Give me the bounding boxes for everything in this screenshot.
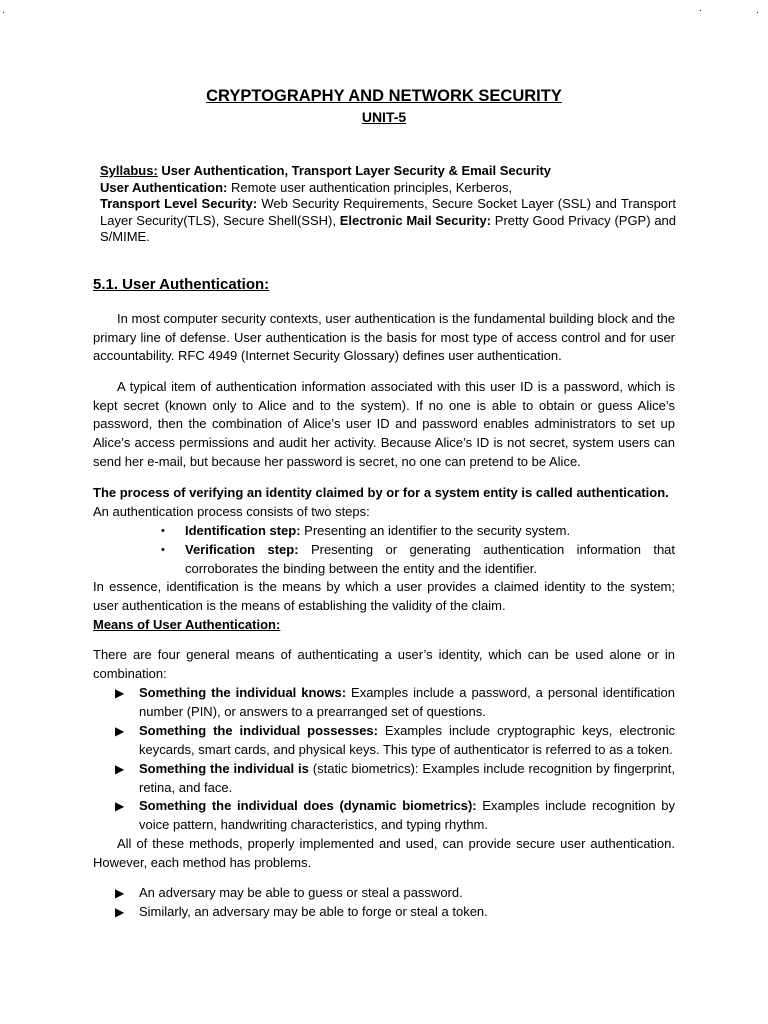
methods-paragraph: All of these methods, properly implemented and used, can provide secure user authentication. However, each method has problems. (93, 836, 675, 870)
step-label: Verification step: (185, 542, 299, 557)
problem-text: An adversary may be able to guess or steal a password. (139, 885, 463, 900)
steps-intro: An authentication process consists of two steps: (93, 504, 370, 519)
corner-dot-far-right: . (756, 5, 759, 16)
arrow-bullet-icon: ▶ (115, 762, 125, 776)
means-text: Examples include recognition by voice pattern, handwriting characteristics, and typing rhythm. (139, 798, 675, 832)
means-heading-text: Means of User Authentication: (93, 617, 281, 632)
arrow-bullet-icon: ▶ (115, 886, 125, 900)
syllabus-block (100, 163, 676, 246)
unit-label: UNIT-5 (361, 109, 407, 125)
bullet-dot-icon: • (161, 525, 165, 537)
transport-topics: Web Security Requirements, Secure Socket Layer (SSL) and Transport Layer Security(TLS), Secure Shell(SSH), (100, 196, 676, 228)
user-auth-topics: Remote user authentication principles, Kerberos, (227, 179, 513, 195)
means-text: (static biometrics): Examples include recognition by fingerprint, retina, and face. (139, 761, 676, 795)
paragraph-password: A typical item of authentication information associated with this user ID is a password, which is kept secret (known only to Alice and to the system). If no one is able to obtain or guess Alice’s password, then the combination of Alice’s user ID and password enables administrators to set up Alice’s access permissions and audit her activity. Because Alice’s ID is not secret, system users can send her e-mail, but because her password is secret, no one can pretend to be Alice. (93, 379, 675, 469)
transport-label: Transport Level Security: (100, 196, 258, 212)
corner-dot-right: . (699, 3, 702, 14)
definition-text (93, 484, 675, 503)
email-topics: Pretty Good Privacy (PGP) and S/MIME. (100, 212, 677, 245)
means-text: Examples include a password, a personal identification number (PIN), or answers to a prearranged set of questions. (139, 685, 675, 719)
arrow-bullet-icon: ▶ (115, 724, 125, 738)
syllabus-topics: User Authentication, Transport Layer Security & Email Security (157, 163, 552, 178)
essence-paragraph: In essence, identification is the means by which a user provides a claimed identity to the system; user authentication is the means of establishing the validity of the claim. (93, 579, 675, 613)
means-label: Something the individual is (139, 761, 309, 776)
means-label: Something the individual knows: (139, 685, 347, 700)
arrow-bullet-icon: ▶ (115, 905, 125, 919)
document-title: CRYPTOGRAPHY AND NETWORK SECURITY (206, 87, 562, 105)
definition-bold: The process of verifying an identity claimed by or for a system entity is called authentication. (93, 485, 669, 500)
arrow-bullet-icon: ▶ (115, 686, 125, 700)
arrow-bullet-icon: ▶ (115, 799, 125, 813)
means-heading (93, 616, 675, 635)
means-text: Examples include cryptographic keys, electronic keycards, smart cards, and physical keys. This type of authenticator is referred to as a token. (139, 723, 675, 757)
step-label: Identification step: (185, 523, 301, 538)
corner-dot-left: . (2, 5, 5, 16)
means-intro: There are four general means of authenticating a user’s identity, which can be used alone or in combination: (93, 647, 675, 681)
paragraph-intro: In most computer security contexts, user authentication is the fundamental building block and the primary line of defense. User authentication is the basis for most type of access control and for user accountability. RFC 4949 (Internet Security Glossary) defines user authentication. (93, 311, 675, 364)
step-text: Presenting an identifier to the security system. (300, 523, 571, 538)
step-text: Presenting or generating authentication information that corroborates the binding between the entity and the identifier. (185, 542, 676, 576)
means-label: Something the individual possesses: (139, 723, 378, 738)
email-label: Electronic Mail Security: (339, 212, 492, 228)
bullet-dot-icon: • (161, 544, 165, 556)
section-heading: 5.1. User Authentication: (93, 276, 270, 293)
problem-text: Similarly, an adversary may be able to forge or steal a token. (139, 904, 488, 919)
syllabus-label: Syllabus: (100, 163, 158, 178)
user-auth-label: User Authentication: (100, 179, 228, 195)
means-label: Something the individual does (dynamic biometrics): (139, 798, 477, 813)
